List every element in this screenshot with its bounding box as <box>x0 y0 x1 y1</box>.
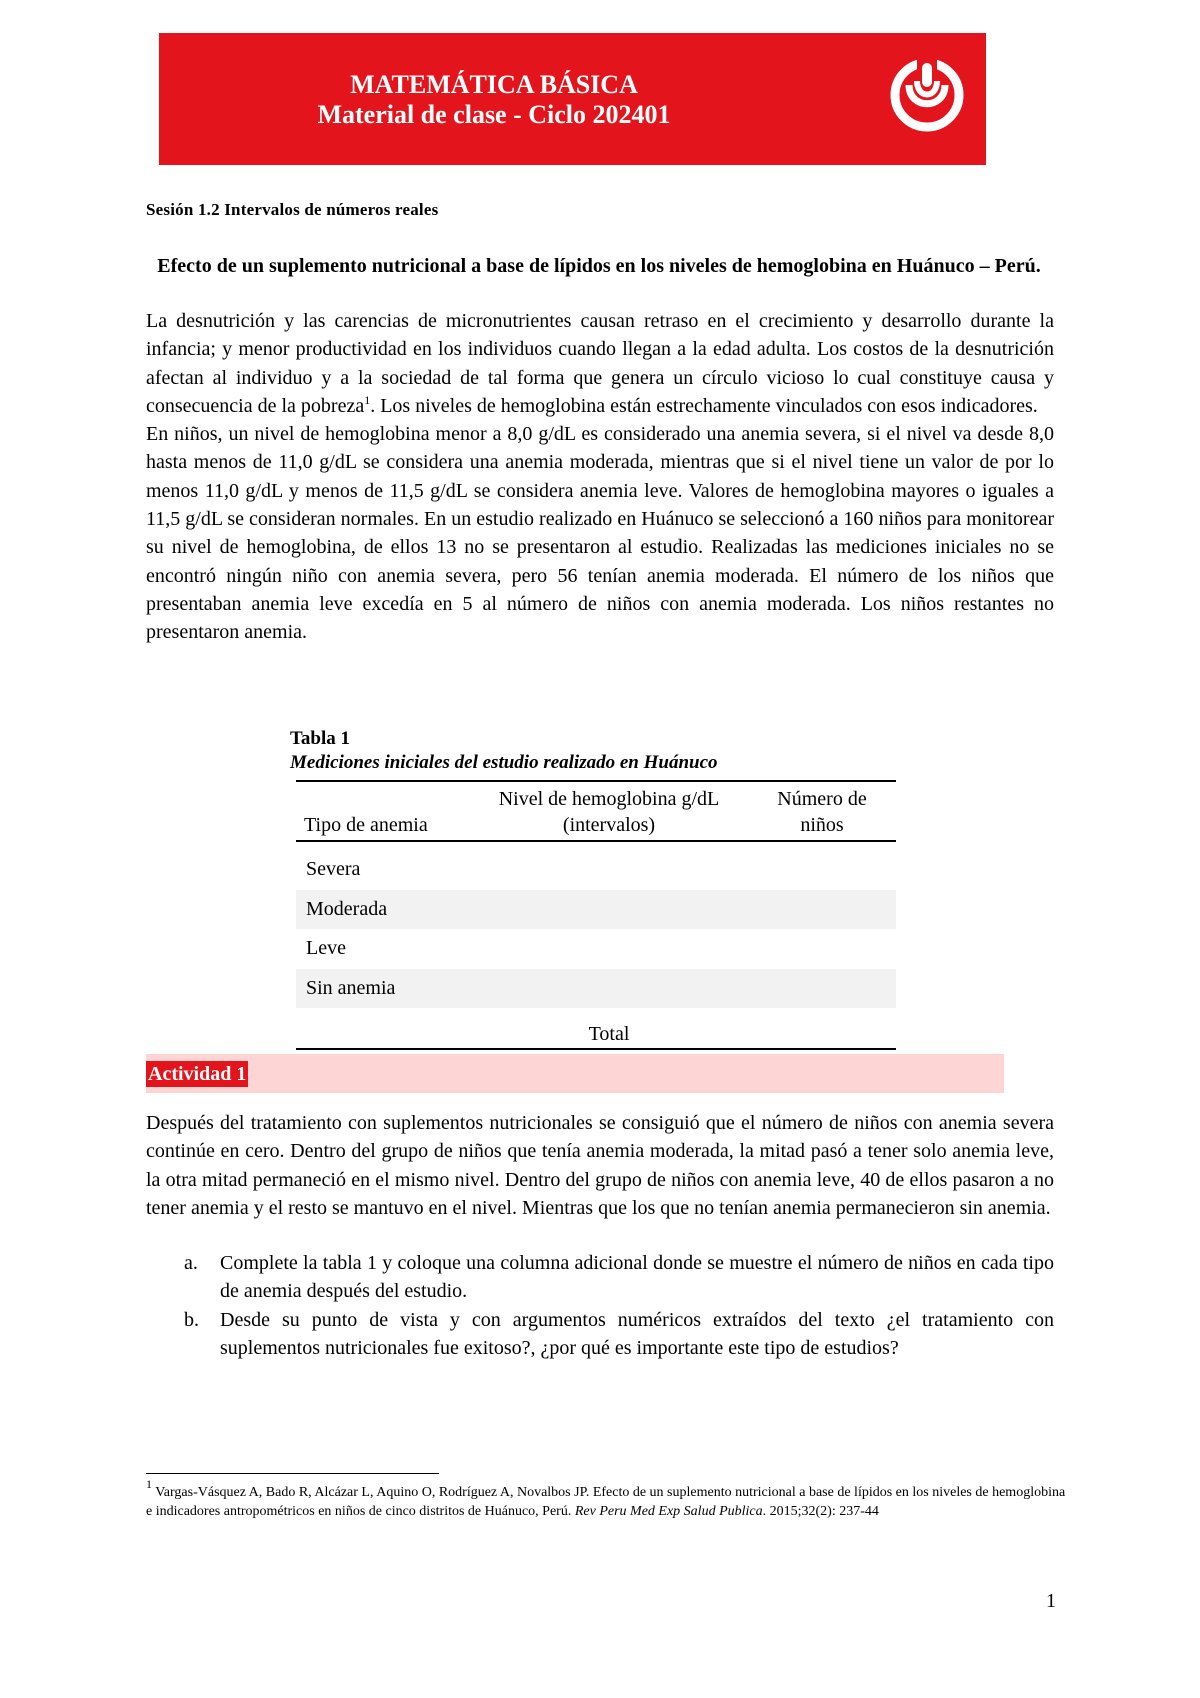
question-text: Complete la tabla 1 y coloque una columna adicional donde se muestre el número de niños en cada tipo de anemia después del estudio. <box>220 1252 1054 1303</box>
table-row <box>296 929 896 969</box>
count-cell[interactable] <box>748 929 896 969</box>
material-subtitle: Material de clase - Ciclo 202401 <box>317 100 671 129</box>
level-cell[interactable] <box>470 929 748 969</box>
header-children-count <box>748 781 896 841</box>
table-row <box>296 890 896 930</box>
activity-paragraph: Después del tratamiento con suplementos nutricionales se consiguió que el número de niños con anemia severa continúe en cero. Dentro del grupo de niños que tenía anemia moderada, la mitad pasó a tener solo anemia leve, la otra mitad permaneció en el mismo nivel. Dentro del grupo de niños con anemia leve, 40 de ellos pasaron a no tener anemia y el resto se mantuvo en el nivel. Mientras que los que no tenían anemia permanecieron sin anemia. <box>146 1112 1054 1219</box>
count-cell[interactable] <box>748 841 896 890</box>
header-count-line: niños <box>800 814 844 836</box>
header-anemia-type: Tipo de anemia <box>296 781 470 841</box>
footnote-text: Vargas-Vásquez A, Bado R, Alcázar L, Aquino O, Rodríguez A, Novalbos JP. Efecto de un suplemento nutricional a base de lípidos en los niveles de hemoglobina e indicadores antropométricos en niños de cinco distritos de Huánuco, Perú. <box>146 1485 1066 1519</box>
total-count-cell[interactable] <box>748 1008 896 1049</box>
question-marker: a. <box>184 1252 198 1274</box>
intro-text-part: La desnutrición y las carencias de micronutrientes causan retraso en el crecimiento y desarrollo durante la infancia; y menor productividad en los individuos cuando llegan a la edad adulta. Los costos de la desnutrición afectan al individuo y a la sociedad de tal forma que genera un círculo vicioso lo cual constituye causa y consecuencia de la pobreza <box>146 310 1054 417</box>
table-subtitle: Mediciones iniciales del estudio realizado en Huánuco <box>290 752 718 773</box>
count-cell[interactable] <box>748 890 896 930</box>
level-cell[interactable] <box>470 969 748 1009</box>
row-label: Moderada <box>296 890 470 930</box>
header-hemoglobin-level <box>470 781 748 841</box>
row-label: Leve <box>306 937 346 960</box>
header-level-line: (intervalos) <box>562 814 656 836</box>
table-header-row <box>296 781 896 841</box>
intro-paragraph-2: En niños, un nivel de hemoglobina menor a 8,0 g/dL es considerado una anemia severa, si el nivel va desde 8,0 hasta menos de 11,0 g/dL se considera una anemia moderada, mientras que si el nivel tiene un valor de por lo menos 11,0 g/dL y menos de 11,5 g/dL se considera anemia leve. Valores de hemoglobina mayores o iguales a 11,5 g/dL se consideran normales. En un estudio realizado en Huánuco se seleccionó a 160 niños para monitorear su nivel de hemoglobina, de ellos 13 no se presentaron al estudio. Realizadas las mediciones iniciales no se encontró ningún niño con anemia severa, pero 56 tenían anemia moderada. El número de los niños que presentaban anemia leve excedía en 5 al número de niños con anemia moderada. Los niños restantes no presentaron anemia. <box>146 423 1054 644</box>
table-row <box>296 841 896 890</box>
question-marker: b. <box>184 1308 199 1331</box>
upc-logo-icon <box>887 55 967 135</box>
intro-text-part: . Los niveles de hemoglobina están estrechamente vinculados con esos indicadores. <box>370 394 1038 417</box>
row-label: Severa <box>306 858 361 881</box>
article-title: Efecto de un suplemento nutricional a base de lípidos en los niveles de hemoglobina en Huánuco – Perú. <box>157 255 1041 277</box>
level-cell[interactable] <box>470 841 748 890</box>
banner-title <box>159 70 829 130</box>
header-level-line: Nivel de hemoglobina g/dL <box>498 788 720 810</box>
question-item <box>146 1306 1054 1363</box>
footnote-mark: 1 <box>146 1477 152 1491</box>
session-heading: Sesión 1.2 Intervalos de números reales <box>146 200 439 219</box>
table-row <box>296 969 896 1009</box>
footnote-tail: . 2015;32(2): 237-44 <box>762 1504 879 1519</box>
table-number: Tabla 1 <box>290 728 351 749</box>
question-text: Desde su punto de vista y con argumentos numéricos extraídos del texto ¿el tratamiento con suplementos nutricionales fue exitoso?, ¿por qué es importante este tipo de estudios? <box>220 1308 1054 1359</box>
row-label: Sin anemia <box>296 969 470 1009</box>
course-title: MATEMÁTICA BÁSICA <box>350 70 638 99</box>
page-number: 1 <box>1046 1590 1056 1612</box>
header-count-line: Número de <box>777 788 867 810</box>
activity-heading-bar <box>146 1054 1004 1093</box>
activity-text <box>146 1109 1054 1222</box>
table-caption <box>290 727 718 775</box>
table-total-row <box>296 1008 896 1049</box>
level-cell[interactable] <box>470 890 748 930</box>
header-banner <box>159 33 986 165</box>
activity-label: Actividad 1 <box>148 1063 247 1085</box>
total-label: Total <box>470 1008 748 1049</box>
count-cell[interactable] <box>748 969 896 1009</box>
footnote-reference: 1 <box>364 392 371 407</box>
footnote-separator <box>146 1473 439 1474</box>
intro-text <box>146 307 1054 647</box>
activity-questions <box>146 1249 1054 1362</box>
total-empty-cell <box>296 1008 470 1049</box>
intro-paragraph-1 <box>146 307 1054 420</box>
question-item <box>146 1249 1054 1306</box>
measurements-table <box>296 780 896 1050</box>
footnote-journal: Rev Peru Med Exp Salud Publica <box>574 1504 763 1519</box>
footnote <box>146 1477 1071 1521</box>
